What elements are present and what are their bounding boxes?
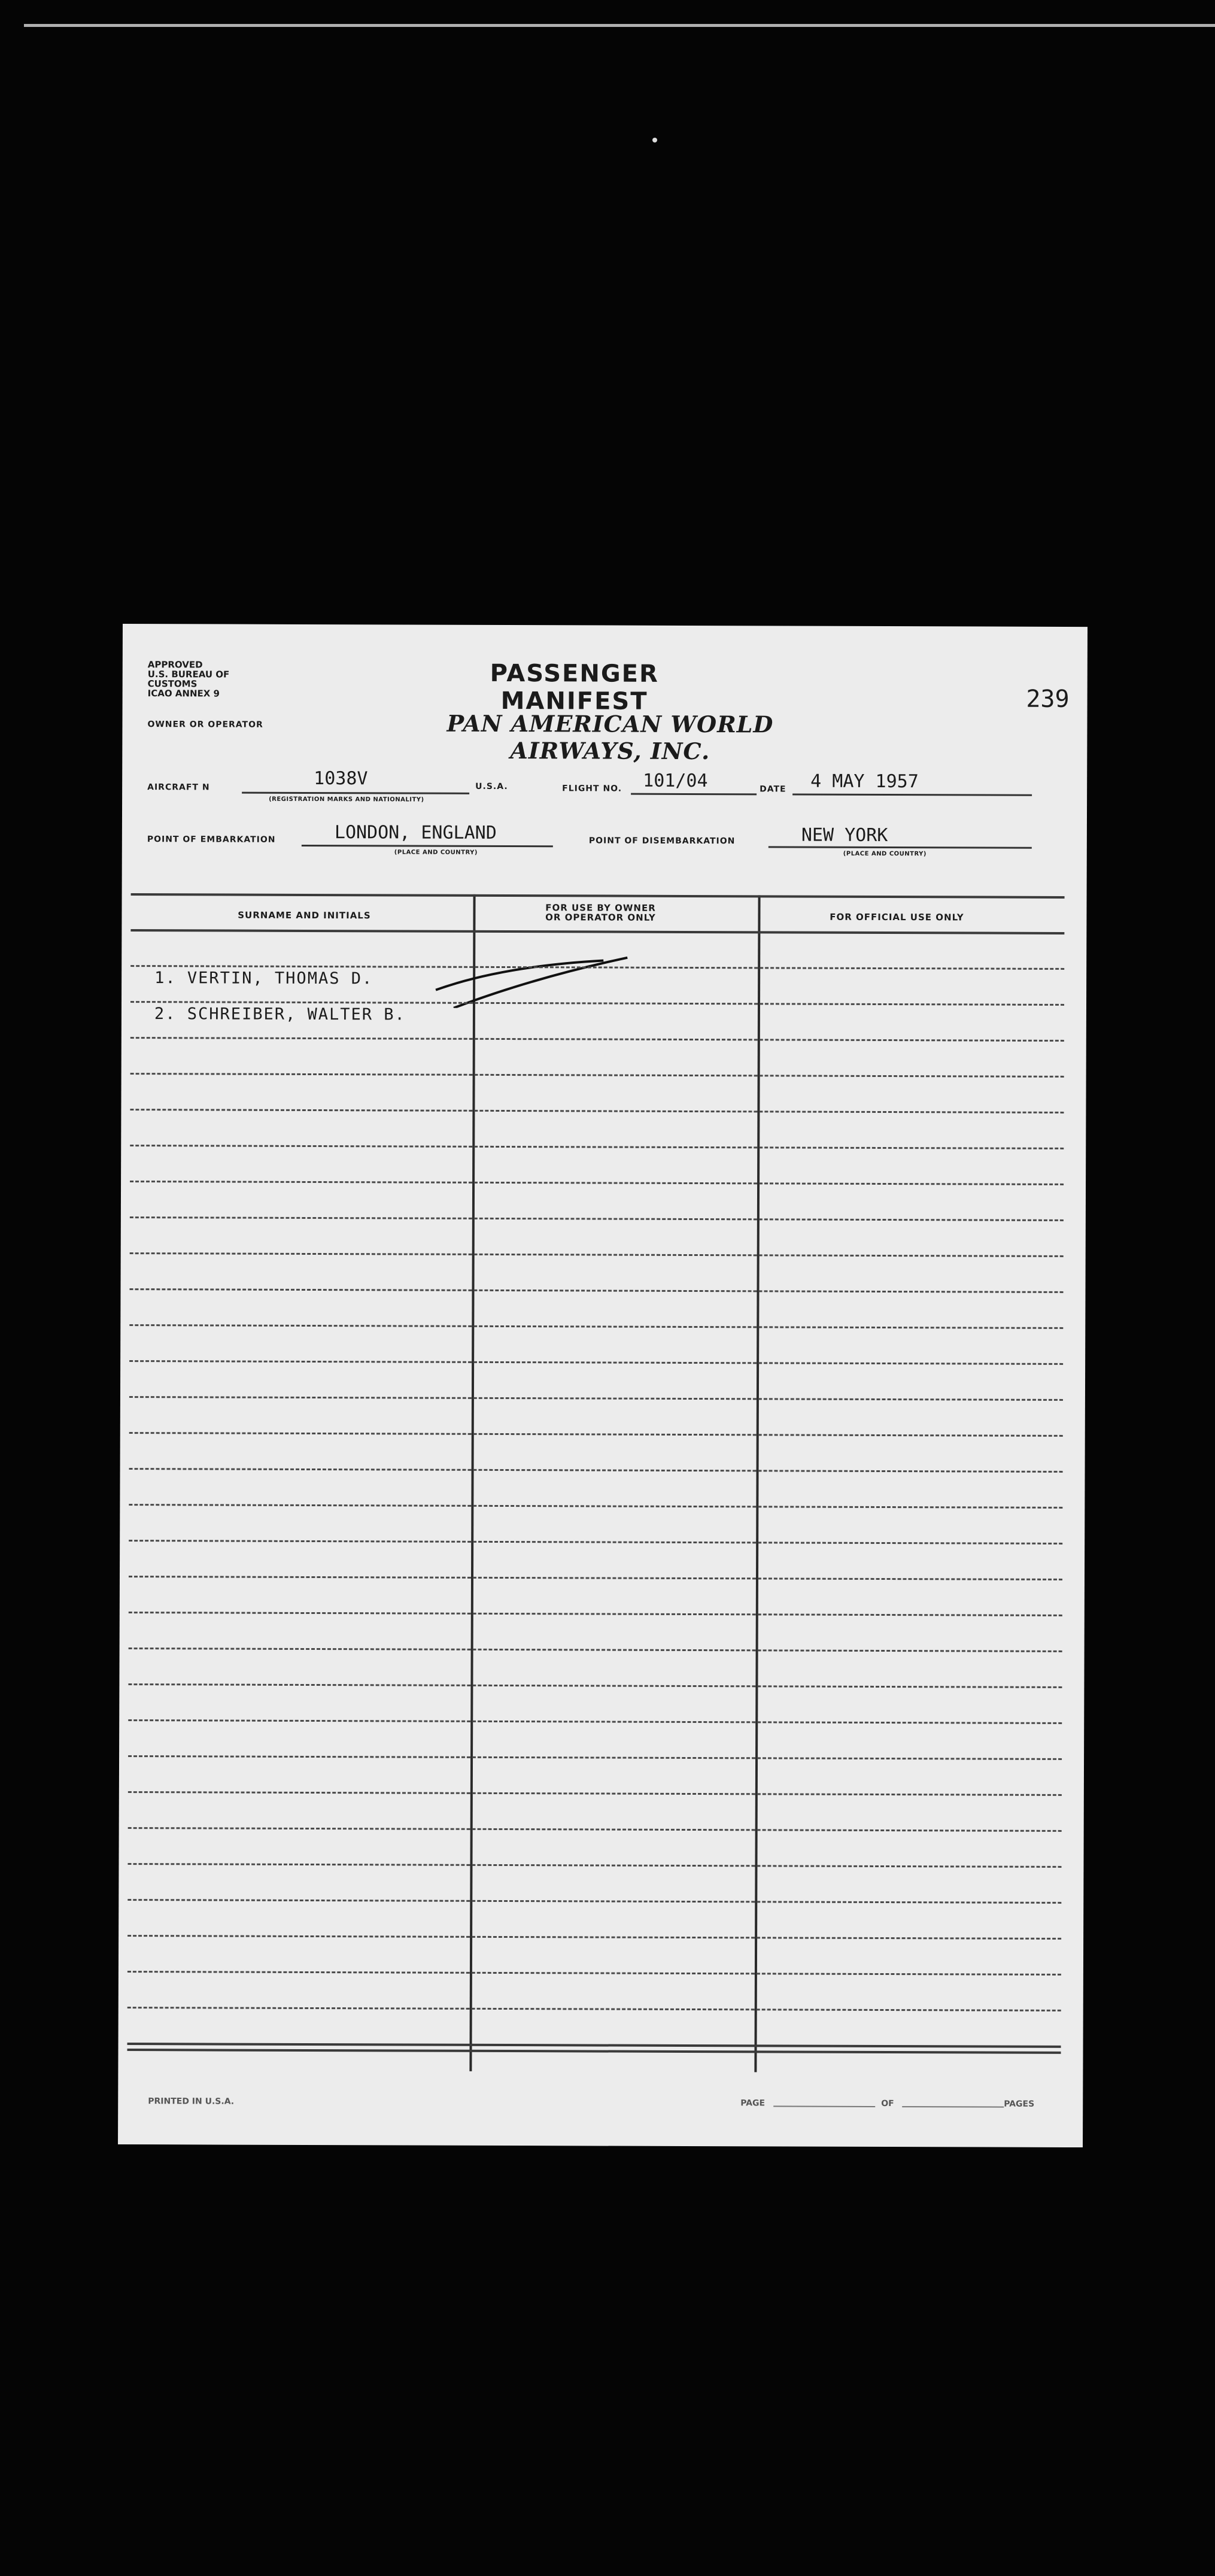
approval-stamp-text: APPROVED U.S. BUREAU OF CUSTOMS ICAO ANNEX 9	[147, 659, 230, 699]
table-rule-line	[129, 1540, 1062, 1545]
footer-page-label: PAGE	[740, 2098, 766, 2108]
footer-page-rule	[773, 2105, 875, 2107]
flight-value: 101/04	[643, 770, 708, 792]
table-rule-line	[127, 1899, 1061, 1904]
table-rule-line	[128, 1827, 1062, 1832]
column-divider-1	[469, 894, 475, 2071]
aircraft-value: 1038V	[314, 768, 368, 790]
date-label: DATE	[760, 784, 786, 794]
table-rule-line	[129, 1576, 1062, 1580]
footer-of-rule	[902, 2106, 1004, 2108]
disembarkation-value: NEW YORK	[801, 824, 888, 846]
date-value: 4 MAY 1957	[810, 770, 919, 793]
table-rule-line	[129, 1612, 1062, 1616]
table-rule-line	[129, 1396, 1063, 1401]
table-rule-line	[129, 1360, 1063, 1365]
table-rule-line	[127, 1971, 1061, 1976]
passenger-row-2: 2. SCHREIBER, WALTER B.	[154, 1005, 406, 1024]
table-rule-line	[129, 1432, 1063, 1437]
table-rule-line	[127, 2007, 1061, 2011]
table-rule-line	[130, 1145, 1064, 1149]
passenger-table	[127, 893, 1064, 2070]
table-rule-line	[130, 1216, 1064, 1221]
aircraft-rule	[242, 792, 469, 794]
film-edge-strip	[24, 24, 1215, 27]
table-rule-line	[127, 2043, 1061, 2048]
table-rule-line	[130, 1181, 1064, 1185]
disembarkation-rule	[769, 846, 1032, 848]
embarkation-value: LONDON, ENGLAND	[334, 822, 497, 844]
table-rule-line	[128, 1755, 1062, 1760]
table-rule-line	[129, 1647, 1062, 1652]
aircraft-caption: (REGISTRATION MARKS AND NATIONALITY)	[269, 796, 424, 803]
footer-of-label: OF	[881, 2098, 894, 2109]
table-rule-line	[129, 1324, 1063, 1329]
page-title: PASSENGER MANIFEST	[490, 659, 659, 715]
embarkation-caption: (PLACE AND COUNTRY)	[394, 849, 478, 856]
table-rule-line	[130, 1109, 1064, 1113]
flight-rule	[631, 793, 757, 796]
form-footer	[142, 2096, 1040, 2109]
table-rule-line	[128, 1791, 1062, 1796]
table-bottom-rule	[127, 2049, 1061, 2054]
date-rule	[792, 794, 1032, 796]
table-rule-line	[127, 1863, 1061, 1868]
aircraft-label: AIRCRAFT N	[147, 782, 210, 793]
table-rule-line	[130, 1073, 1064, 1078]
table-rule-line	[127, 1935, 1061, 1940]
table-rule-line	[129, 1504, 1062, 1509]
disembarkation-caption: (PLACE AND COUNTRY)	[843, 850, 927, 858]
page-number: 239	[1026, 685, 1070, 713]
disembarkation-label: POINT OF DISEMBARKATION	[588, 836, 736, 846]
table-rule-line	[128, 1683, 1062, 1688]
column-header-surname: SURNAME AND INITIALS	[238, 909, 371, 921]
footer-printed: PRINTED IN U.S.A.	[148, 2096, 235, 2107]
owner-label: OWNER OR OPERATOR	[147, 720, 263, 730]
dust-speck	[652, 138, 657, 142]
table-rule-line	[130, 1252, 1064, 1257]
check-mark-2	[454, 957, 627, 1009]
flight-label: FLIGHT NO.	[562, 784, 622, 794]
passenger-row-1: 1. VERTIN, THOMAS D.	[154, 969, 373, 988]
column-divider-2	[754, 895, 760, 2072]
usa-label: U.S.A.	[475, 781, 508, 792]
table-rule-line	[130, 1037, 1064, 1042]
column-header-operator: FOR USE BY OWNER OR OPERATOR ONLY	[545, 902, 656, 923]
embarkation-label: POINT OF EMBARKATION	[147, 835, 276, 845]
manifest-paper	[118, 624, 1088, 2147]
table-rule-line	[130, 1288, 1064, 1293]
embarkation-rule	[302, 845, 553, 847]
table-rule-line	[129, 1468, 1063, 1473]
footer-pages-label: PAGES	[1004, 2099, 1035, 2109]
airline-name: PAN AMERICAN WORLD AIRWAYS, INC.	[446, 709, 774, 765]
table-rule-line	[128, 1719, 1062, 1724]
column-header-official: FOR OFFICIAL USE ONLY	[830, 911, 964, 923]
table-rule-line	[131, 893, 1065, 899]
